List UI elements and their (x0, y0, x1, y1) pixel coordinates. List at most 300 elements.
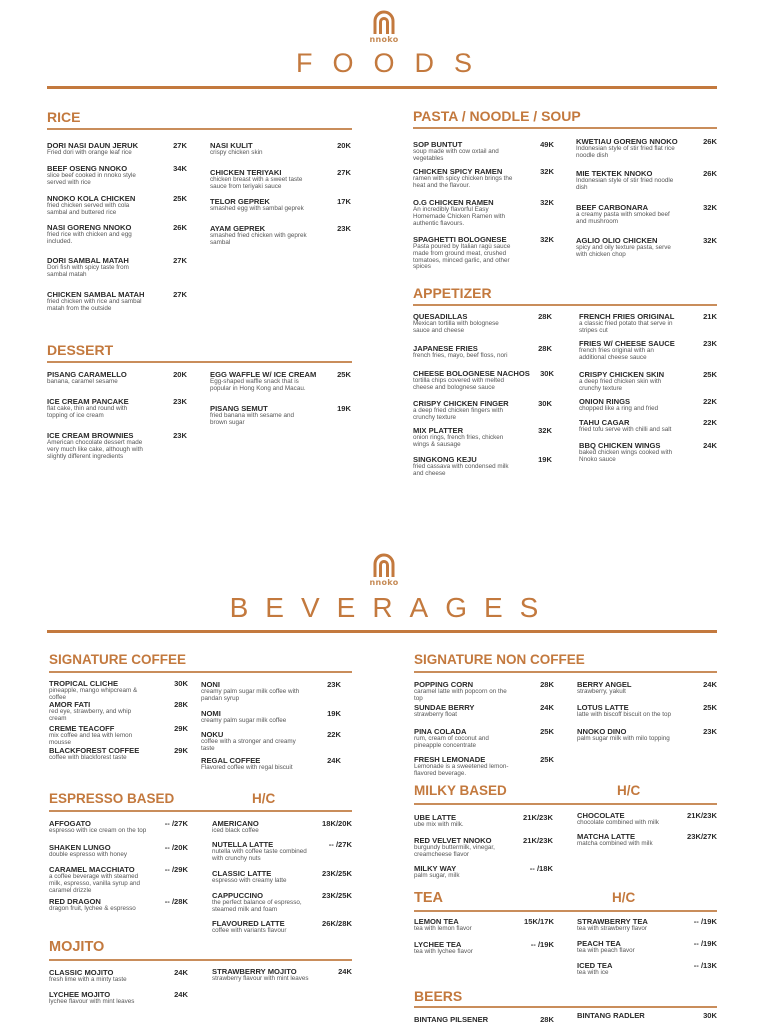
item-price: -- /29K (164, 865, 188, 874)
item-name: TROPICAL CLICHE (49, 679, 119, 688)
item-name: PISANG CARAMELLO (47, 370, 127, 379)
hot-cold-label: H/C (612, 890, 636, 905)
logo-wordmark: nnoko (369, 35, 399, 44)
item-price: 27K (337, 168, 351, 177)
item-price: 28K (540, 680, 554, 689)
item-name: QUESADILLAS (413, 312, 468, 321)
section-rule-pasta (413, 127, 717, 129)
item-desc: Flavored coffee with regal biscuit (201, 764, 293, 771)
item-name: AMOR FATI (49, 700, 91, 709)
menu-item (577, 832, 717, 848)
item-name: SUNDAE BERRY (414, 703, 475, 712)
item-price: 27K (173, 141, 187, 150)
menu-item (212, 919, 352, 935)
menu-item (413, 344, 552, 360)
menu-item (49, 865, 188, 894)
item-price: 32K (703, 203, 717, 212)
item-name: MIX PLATTER (413, 426, 464, 435)
item-name: PINA COLADA (414, 727, 467, 736)
section-rule-mojito (49, 959, 352, 961)
item-name: CARAMEL MACCHIATO (49, 865, 135, 874)
item-price: -- /19K (693, 939, 717, 948)
item-name: STRAWBERRY MOJITO (212, 967, 297, 976)
item-price: 23K (703, 727, 717, 736)
item-price: 24K (540, 703, 554, 712)
menu-item (201, 680, 341, 703)
menu-item (210, 197, 351, 213)
item-price: 23K/25K (322, 891, 352, 900)
item-desc: ramen with spicy chicken brings the heat and the flavour. (413, 175, 513, 189)
item-desc: rum, cream of coconut and pineapple concentrate (414, 735, 489, 749)
item-name: SINGKONG KEJU (413, 455, 477, 464)
item-name: LEMON TEA (414, 917, 459, 926)
item-desc: coffee with variants flavour (212, 927, 287, 934)
menu-item (212, 891, 352, 914)
item-desc: smashed egg with sambal geprek (210, 205, 304, 212)
item-desc: tortilla chips covered with melted cheese and bolognese sauce (413, 377, 504, 391)
item-price: 19K (327, 709, 341, 718)
item-price: -- /27K (328, 840, 352, 849)
section-rule-dessert (47, 361, 352, 363)
menu-item (49, 897, 188, 913)
menu-item (413, 369, 554, 392)
menu-item (212, 840, 352, 863)
item-desc: Indonesian style of stir fried noodle dish (576, 177, 674, 191)
item-name: ICED TEA (577, 961, 613, 970)
section-heading-espresso: ESPRESSO BASED (49, 791, 175, 806)
item-desc: Mexican tortilla with bolognese sauce and cheese (413, 320, 499, 334)
menu-item (49, 819, 188, 835)
item-desc: double espresso with honey (49, 851, 128, 858)
item-price: 29K (174, 746, 188, 755)
item-name: BLACKFOREST COFFEE (49, 746, 140, 755)
item-name: BINTANG PILSENER (414, 1015, 489, 1024)
menu-item (47, 370, 187, 386)
item-price: -- /13K (693, 961, 717, 970)
item-name: STRAWBERRY TEA (577, 917, 648, 926)
item-price: 34K (173, 164, 187, 173)
section-rule-espresso (49, 810, 352, 812)
item-price: 20K (173, 370, 187, 379)
item-desc: tea with peach flavor (577, 947, 635, 954)
item-name: FLAVOURED LATTE (212, 919, 285, 928)
item-name: BEEF CARBONARA (576, 203, 649, 212)
item-price: 22K (703, 397, 717, 406)
menu-item (577, 680, 717, 696)
item-desc: fresh lime with a minty taste (49, 976, 127, 983)
item-name: TAHU CAGAR (579, 418, 630, 427)
item-price: 24K (327, 756, 341, 765)
item-name: BINTANG RADLER (577, 1011, 645, 1020)
item-desc: smashed fried chicken with geprek sambal (210, 232, 307, 246)
item-desc: strawberry float (414, 711, 458, 718)
item-desc: spicy and oily texture pasta, serve with chicken chop (576, 244, 671, 258)
beverages-title-rule (47, 630, 717, 633)
item-desc: a deep fried chicken fingers with crunchy texture (413, 407, 503, 421)
item-price: 24K (174, 968, 188, 977)
menu-item (47, 194, 187, 217)
menu-item (49, 990, 188, 1006)
item-price: 23K (337, 224, 351, 233)
menu-item (579, 418, 717, 434)
section-rule-signature-non-coffee (414, 671, 717, 673)
item-price: 32K (703, 236, 717, 245)
item-desc: latte with biscoff biscuit on the top (577, 711, 672, 718)
item-desc: tea with ice (577, 969, 609, 976)
menu-item (413, 167, 554, 190)
item-price: 19K (538, 455, 552, 464)
item-name: AGLIO OLIO CHICKEN (576, 236, 658, 245)
item-name: NASI GORENG NNOKO (47, 223, 132, 232)
menu-item (576, 203, 717, 226)
item-desc: iced black coffee (212, 827, 259, 834)
item-name: CHICKEN SAMBAL MATAH (47, 290, 145, 299)
item-desc: Indonesian style of stir fried flat rice noodle dish (576, 145, 675, 159)
item-desc: dragon fruit, lychee & espresso (49, 905, 136, 912)
item-desc: coffee with blackforest taste (49, 754, 127, 761)
section-rule-appetizer (413, 304, 717, 306)
menu-item (47, 141, 187, 157)
item-desc: Dori fish with spicy taste from sambal matah (47, 264, 129, 278)
item-name: CRISPY CHICKEN SKIN (579, 370, 665, 379)
item-name: NUTELLA LATTE (212, 840, 274, 849)
item-price: 23K (327, 680, 341, 689)
item-desc: fried banana with sesame and brown sugar (210, 412, 295, 426)
item-price: 23K (173, 397, 187, 406)
menu-item (212, 819, 352, 835)
item-name: RED DRAGON (49, 897, 101, 906)
section-heading-beers: BEERS (414, 988, 463, 1004)
item-price: 25K (337, 370, 351, 379)
foods-title-rule (47, 86, 717, 89)
menu-item (579, 312, 717, 335)
item-price: 29K (174, 724, 188, 733)
item-price: 49K (540, 140, 554, 149)
item-desc: baked chicken wings cooked with Nnoko sauce (579, 449, 673, 463)
menu-item (413, 140, 554, 163)
menu-item (47, 290, 187, 313)
item-price: 21K/23K (523, 836, 553, 845)
item-desc: flat cake, thin and round with topping of ice cream (47, 405, 128, 419)
menu-item (210, 168, 351, 191)
item-desc: creamy palm sugar milk coffee with pandan syrup (201, 688, 300, 702)
item-name: CLASSIC MOJITO (49, 968, 114, 977)
item-desc: matcha combined with milk (577, 840, 653, 847)
item-name: SOP BUNTUT (413, 140, 463, 149)
item-name: UBE LATTE (414, 813, 457, 822)
menu-item (579, 370, 717, 393)
item-name: ICE CREAM PANCAKE (47, 397, 129, 406)
section-rule-rice (47, 128, 352, 130)
item-price: 26K (173, 223, 187, 232)
menu-item (414, 917, 554, 933)
item-name: POPPING CORN (414, 680, 474, 689)
section-heading-milky: MILKY BASED (414, 783, 507, 798)
item-price: 21K/23K (687, 811, 717, 820)
item-desc: fried rice with chicken and egg included. (47, 231, 132, 245)
item-price: 24K (703, 441, 717, 450)
menu-item (413, 198, 554, 227)
item-name: NNOKO KOLA CHICKEN (47, 194, 136, 203)
item-desc: Egg-shaped waffle snack that is popular in Hong Kong and Macau. (210, 378, 306, 392)
menu-item (577, 1011, 717, 1020)
item-name: CRISPY CHICKEN FINGER (413, 399, 509, 408)
item-desc: strawberry flavour with mint leaves (212, 975, 309, 982)
item-name: MIE TEKTEK NNOKO (576, 169, 653, 178)
item-name: NNOKO DINO (577, 727, 627, 736)
nnoko-logo (365, 552, 403, 587)
hot-cold-label: H/C (617, 783, 641, 798)
item-name: AYAM GEPREK (210, 224, 266, 233)
menu-item (212, 869, 352, 885)
item-price: 23K/27K (687, 832, 717, 841)
item-desc: caramel latte with popcorn on the top (414, 688, 507, 702)
item-name: TELOR GEPREK (210, 197, 270, 206)
item-desc: fried cassava with condensed milk and cheese (413, 463, 509, 477)
menu-item (577, 961, 717, 977)
item-price: 30K (703, 1011, 717, 1020)
item-name: FRIES W/ CHEESE SAUCE (579, 339, 675, 348)
menu-item (47, 397, 187, 420)
item-name: NOMI (201, 709, 221, 718)
item-name: MATCHA LATTE (577, 832, 636, 841)
item-name: FRENCH FRIES ORIGINAL (579, 312, 675, 321)
item-price: 23K (703, 339, 717, 348)
item-price: 25K (703, 370, 717, 379)
item-price: 21K/23K (523, 813, 553, 822)
item-price: 20K (337, 141, 351, 150)
item-name: CREME TEACOFF (49, 724, 115, 733)
item-desc: chopped like a ring and fried (579, 405, 659, 412)
item-price: 30K (538, 399, 552, 408)
section-heading-dessert: DESSERT (47, 342, 114, 358)
menu-item (212, 967, 352, 983)
section-rule-beers (414, 1006, 717, 1008)
menu-item (210, 404, 351, 427)
menu-item (414, 703, 554, 719)
item-price: 27K (173, 256, 187, 265)
menu-item (414, 813, 553, 829)
menu-item (576, 169, 717, 192)
item-name: LYCHEE MOJITO (49, 990, 111, 999)
item-desc: french fries original with an additional cheese sauce (579, 347, 654, 361)
item-desc: onion rings, french fries, chicken wings & sausage (413, 434, 504, 448)
item-price: 32K (540, 167, 554, 176)
item-price: 24K (703, 680, 717, 689)
section-heading-mojito: MOJITO (49, 939, 105, 955)
item-name: REGAL COFFEE (201, 756, 261, 765)
menu-item (414, 727, 554, 750)
foods-title: FOODS (295, 48, 492, 78)
item-desc: fried chicken served with cola sambal and buttered rice (47, 202, 130, 216)
item-desc: a creamy pasta with smoked beef and mushroom (576, 211, 670, 225)
item-price: -- /20K (164, 843, 188, 852)
menu-item (577, 939, 717, 955)
section-heading-signature-non-coffee: SIGNATURE NON COFFEE (414, 652, 585, 667)
item-desc: tea with strawberry flavor (577, 925, 647, 932)
item-price: 25K (703, 703, 717, 712)
item-desc: coffee with a stronger and creamy taste (201, 738, 296, 752)
menu-item (49, 700, 188, 723)
menu-item (577, 811, 717, 827)
item-price: -- /27K (164, 819, 188, 828)
item-price: 32K (540, 198, 554, 207)
item-price: 24K (174, 990, 188, 999)
item-desc: a coffee beverage with steamed milk, espresso, vanilla syrup and caramel drizzle (49, 873, 140, 894)
menu-item (414, 755, 554, 778)
item-price: 26K/28K (322, 919, 352, 928)
item-name: CLASSIC LATTE (212, 869, 272, 878)
item-desc: espresso with creamy latte (212, 877, 287, 884)
section-heading-tea: TEA (414, 890, 443, 906)
menu-item (579, 441, 717, 464)
menu-item (414, 836, 553, 859)
item-desc: tea with lemon flavor (414, 925, 472, 932)
item-name: PEACH TEA (577, 939, 621, 948)
item-desc: chocolate combined with milk (577, 819, 659, 826)
menu-item (414, 940, 554, 956)
beverages-title: BEVERAGES (229, 592, 556, 623)
item-desc: American chocolate dessert made very much like cake, although with slightly different ingredients (47, 439, 143, 460)
item-name: JAPANESE FRIES (413, 344, 478, 353)
item-desc: slice beef cooked in nnoko style served with rice (47, 172, 136, 186)
logo-wordmark: nnoko (369, 578, 399, 587)
item-name: BERRY ANGEL (577, 680, 632, 689)
menu-item (576, 236, 717, 259)
menu-item (413, 426, 552, 449)
item-name: DORI NASI DAUN JERUK (47, 141, 139, 150)
item-desc: mix coffee and tea with lemon mousse (49, 732, 133, 746)
item-name: BBQ CHICKEN WINGS (579, 441, 661, 450)
item-name: NONI (201, 680, 220, 689)
item-desc: a classic fried potato that serve in stripes cut (579, 320, 673, 334)
item-desc: An incredibly flavorful Easy Homemade Chicken Ramen with authentic flavours. (413, 206, 506, 227)
item-desc: Fried dori with orange leaf rice (47, 149, 132, 156)
item-name: EGG WAFFLE W/ ICE CREAM (210, 370, 317, 379)
item-name: SHAKEN LUNGO (49, 843, 111, 852)
menu-item (579, 339, 717, 362)
menu-item (413, 399, 552, 422)
arch-logo-icon (371, 552, 397, 578)
hot-cold-label: H/C (252, 791, 276, 806)
item-name: KWETIAU GORENG NNOKO (576, 137, 678, 146)
menu-item (577, 703, 717, 719)
menu-item (413, 312, 552, 335)
menu-item (47, 256, 187, 279)
item-price: 28K (540, 1015, 554, 1024)
item-name: AMERICANO (212, 819, 259, 828)
item-name: PISANG SEMUT (210, 404, 268, 413)
item-name: LOTUS LATTE (577, 703, 629, 712)
section-heading-pasta: PASTA / NOODLE / SOUP (413, 108, 581, 124)
item-price: 25K (173, 194, 187, 203)
item-desc: chicken breast with a sweet taste sauce from teriyaki sauce (210, 176, 303, 190)
item-name: CHICKEN TERIYAKI (210, 168, 282, 177)
item-name: NOKU (201, 730, 224, 739)
item-price: 32K (540, 235, 554, 244)
menu-item (49, 679, 188, 702)
menu-item (49, 968, 188, 984)
item-desc: fried tofu serve with chilli and salt (579, 426, 672, 433)
item-desc: palm sugar milk with milo topping (577, 735, 670, 742)
section-rule-tea (414, 910, 717, 912)
item-price: -- /19K (530, 940, 554, 949)
item-price: 32K (538, 426, 552, 435)
item-desc: lychee flavour with mint leaves (49, 998, 135, 1005)
nnoko-logo (365, 9, 403, 44)
item-price: 28K (174, 700, 188, 709)
item-desc: the perfect balance of espresso, steamed milk and foam (212, 899, 302, 913)
item-price: 19K (337, 404, 351, 413)
item-name: SPAGHETTI BOLOGNESE (413, 235, 507, 244)
item-price: 25K (540, 755, 554, 764)
item-desc: crispy chicken skin (210, 149, 263, 156)
item-name: MILKY WAY (414, 864, 457, 873)
menu-item (47, 164, 187, 187)
item-price: 30K (174, 679, 188, 688)
item-name: BEEF OSENG NNOKO (47, 164, 128, 173)
menu-item (414, 1015, 554, 1024)
item-desc: fried chicken with rice and sambal matah from the outside (47, 298, 142, 312)
item-name: O.G CHICKEN RAMEN (413, 198, 494, 207)
menu-item (414, 864, 553, 880)
menu-item (577, 727, 717, 743)
item-name: ONION RINGS (579, 397, 631, 406)
item-price: 25K (540, 727, 554, 736)
item-name: CHEESE BOLOGNESE NACHOS (413, 369, 530, 378)
item-desc: palm sugar, milk (414, 872, 460, 879)
item-desc: a deep fried chicken skin with crunchy texture (579, 378, 662, 392)
menu-item (210, 141, 351, 157)
item-name: CHICKEN SPICY RAMEN (413, 167, 503, 176)
section-heading-rice: RICE (47, 109, 81, 125)
item-desc: tea with lychee flavor (414, 948, 473, 955)
section-rule-milky (414, 803, 717, 805)
item-desc: creamy palm sugar milk coffee (201, 717, 287, 724)
item-name: DORI SAMBAL MATAH (47, 256, 129, 265)
item-price: 23K/25K (322, 869, 352, 878)
item-desc: Lemonade is a sweetened lemon-flavored beverage. (414, 763, 509, 777)
menu-item (49, 724, 188, 747)
item-price: 22K (703, 418, 717, 427)
menu-item (201, 709, 341, 725)
menu-item (201, 730, 341, 753)
item-price: 24K (338, 967, 352, 976)
item-price: 28K (538, 344, 552, 353)
section-rule-signature-coffee (49, 671, 352, 673)
item-price: -- /18K (529, 864, 553, 873)
item-price: 30K (540, 369, 554, 378)
item-desc: espresso with ice cream on the top (49, 827, 147, 834)
item-price: 18K/20K (322, 819, 352, 828)
item-name: CHOCOLATE (577, 811, 625, 820)
item-desc: pineapple, mango whipcream & coffee (49, 687, 138, 701)
menu-item (577, 917, 717, 933)
menu-item (47, 223, 187, 246)
item-desc: burgundy buttermilk, vinegar, creamcheese flavor (414, 844, 495, 858)
item-price: 26K (703, 169, 717, 178)
item-price: 21K (703, 312, 717, 321)
item-desc: Pasta poured by Italian ragù sauce made from ground meat, crushed tomatoes, minced garlic, and other spices (413, 243, 511, 271)
menu-item (201, 756, 341, 772)
item-price: 26K (703, 137, 717, 146)
item-price: 15K/17K (524, 917, 554, 926)
menu-item (47, 431, 187, 460)
menu-item (49, 843, 188, 859)
item-desc: strawberry, yakult (577, 688, 626, 695)
menu-item (210, 370, 351, 393)
item-price: 17K (337, 197, 351, 206)
